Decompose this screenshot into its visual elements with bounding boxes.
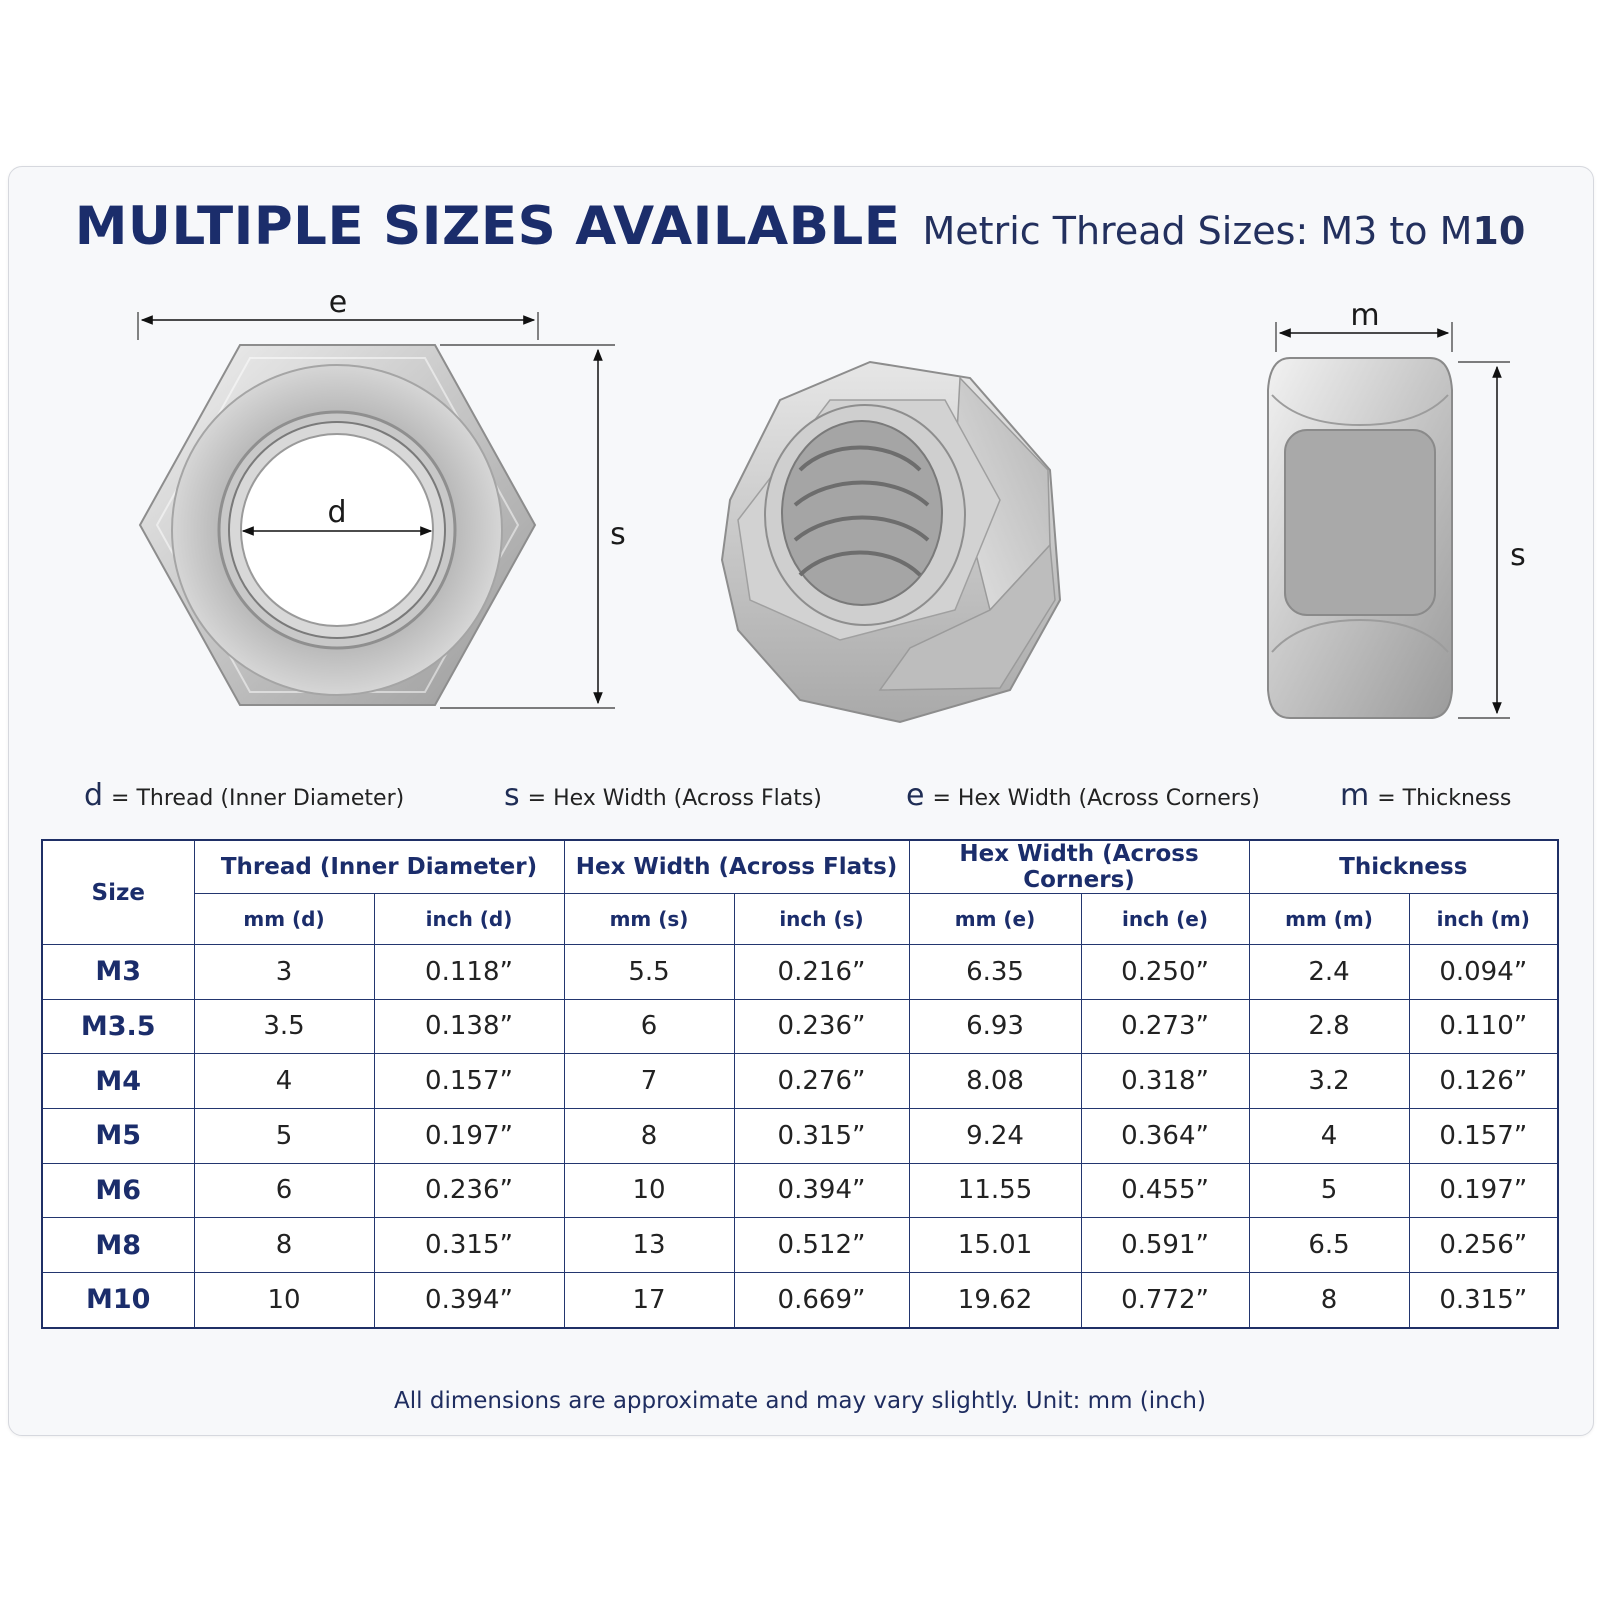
table-cell: 17: [564, 1272, 734, 1328]
legend-text: = Hex Width (Across Corners): [932, 786, 1260, 811]
group-header-across-flats: Hex Width (Across Flats): [564, 840, 909, 894]
subheader-mm-m: mm (m): [1249, 894, 1409, 945]
table-body: [42, 945, 1558, 1329]
table-cell: 5.5: [564, 945, 734, 1000]
subtitle-suffix: 10: [1472, 209, 1526, 253]
dim-label-d: d: [327, 495, 347, 530]
table-cell: 0.138”: [374, 999, 564, 1054]
legend-symbol: d: [84, 778, 104, 813]
group-header-thickness: Thickness: [1249, 840, 1558, 894]
table-cell: 10: [564, 1163, 734, 1218]
side-view-nut: [1268, 358, 1452, 718]
legend-item-d: [84, 778, 404, 813]
table-cell: 0.364”: [1081, 1108, 1249, 1163]
nut-diagrams: [0, 0, 1600, 780]
subheader-inch-d: inch (d): [374, 894, 564, 945]
table-cell: 4: [1249, 1108, 1409, 1163]
table-row: [42, 1218, 1558, 1273]
size-cell: M4: [42, 1054, 194, 1109]
table-cell: 0.250”: [1081, 945, 1249, 1000]
table-cell: 8: [564, 1108, 734, 1163]
table-cell: 3: [194, 945, 374, 1000]
table-row: [42, 1054, 1558, 1109]
table-cell: 3.5: [194, 999, 374, 1054]
group-header-thread: Thread (Inner Diameter): [194, 840, 564, 894]
dim-label-s-front: s: [610, 517, 626, 552]
size-table: [41, 839, 1559, 1329]
table-cell: 0.236”: [734, 999, 909, 1054]
table-row: [42, 1272, 1558, 1328]
table-cell: 0.669”: [734, 1272, 909, 1328]
table-cell: 8: [1249, 1272, 1409, 1328]
table-cell: 0.315”: [734, 1108, 909, 1163]
table-cell: 8: [194, 1218, 374, 1273]
table-cell: 0.772”: [1081, 1272, 1249, 1328]
subheader-mm-s: mm (s): [564, 894, 734, 945]
table-cell: 8.08: [909, 1054, 1081, 1109]
footer-note: All dimensions are approximate and may vary slightly. Unit: mm (inch): [394, 1388, 1206, 1414]
legend-item-e: [906, 778, 1260, 813]
table-row: [42, 945, 1558, 1000]
size-cell: M5: [42, 1108, 194, 1163]
dimension-m: [1276, 298, 1452, 352]
subheader-mm-e: mm (e): [909, 894, 1081, 945]
size-header: Size: [42, 840, 194, 945]
page-title: MULTIPLE SIZES AVAILABLE: [74, 196, 901, 257]
dim-label-m: m: [1350, 298, 1380, 333]
table-cell: 0.455”: [1081, 1163, 1249, 1218]
table-cell: 0.157”: [374, 1054, 564, 1109]
table-row: [42, 1163, 1558, 1218]
size-cell: M6: [42, 1163, 194, 1218]
table-cell: 0.236”: [374, 1163, 564, 1218]
subheader-inch-e: inch (e): [1081, 894, 1249, 945]
table-cell: 19.62: [909, 1272, 1081, 1328]
table-cell: 7: [564, 1054, 734, 1109]
table-cell: 0.591”: [1081, 1218, 1249, 1273]
table-cell: 6.5: [1249, 1218, 1409, 1273]
perspective-nut: [722, 362, 1060, 722]
dimension-e: [138, 285, 538, 340]
subtitle-prefix: Metric Thread Sizes: M3 to M: [922, 209, 1473, 253]
legend-symbol: e: [906, 778, 925, 813]
table-cell: 0.315”: [374, 1218, 564, 1273]
subheader-inch-m: inch (m): [1409, 894, 1558, 945]
group-header-across-corners: Hex Width (Across Corners): [909, 840, 1249, 894]
legend: [0, 778, 1600, 818]
dimension-s-side: [1458, 362, 1526, 718]
table-cell: 15.01: [909, 1218, 1081, 1273]
table-cell: 0.157”: [1409, 1108, 1558, 1163]
legend-item-m: [1340, 778, 1511, 813]
table-cell: 3.2: [1249, 1054, 1409, 1109]
table-cell: 0.318”: [1081, 1054, 1249, 1109]
table-cell: 0.512”: [734, 1218, 909, 1273]
table-cell: 6: [194, 1163, 374, 1218]
table-cell: 5: [1249, 1163, 1409, 1218]
table-cell: 0.197”: [1409, 1163, 1558, 1218]
dim-label-s-side: s: [1510, 538, 1526, 573]
table-cell: 0.273”: [1081, 999, 1249, 1054]
table-cell: 6: [564, 999, 734, 1054]
table-cell: 6.35: [909, 945, 1081, 1000]
table-cell: 0.394”: [734, 1163, 909, 1218]
subheader-inch-s: inch (s): [734, 894, 909, 945]
table-cell: 11.55: [909, 1163, 1081, 1218]
legend-symbol: s: [504, 778, 520, 813]
table-cell: 13: [564, 1218, 734, 1273]
table-cell: 2.8: [1249, 999, 1409, 1054]
size-cell: M10: [42, 1272, 194, 1328]
dim-label-e: e: [328, 285, 348, 320]
table-cell: 10: [194, 1272, 374, 1328]
table-cell: 0.110”: [1409, 999, 1558, 1054]
legend-text: = Thickness: [1377, 786, 1512, 811]
table-cell: 0.394”: [374, 1272, 564, 1328]
table-row: [42, 999, 1558, 1054]
table-cell: 4: [194, 1054, 374, 1109]
legend-item-s: [504, 778, 822, 813]
table-cell: 0.256”: [1409, 1218, 1558, 1273]
subheader-mm-d: mm (d): [194, 894, 374, 945]
table-cell: 6.93: [909, 999, 1081, 1054]
legend-symbol: m: [1340, 778, 1370, 813]
legend-text: = Hex Width (Across Flats): [527, 786, 822, 811]
size-cell: M3: [42, 945, 194, 1000]
table-cell: 0.094”: [1409, 945, 1558, 1000]
table-cell: 2.4: [1249, 945, 1409, 1000]
size-cell: M3.5: [42, 999, 194, 1054]
legend-text: = Thread (Inner Diameter): [111, 786, 405, 811]
table-cell: 5: [194, 1108, 374, 1163]
table-row: [42, 1108, 1558, 1163]
table-cell: 0.126”: [1409, 1054, 1558, 1109]
table-cell: 0.276”: [734, 1054, 909, 1109]
size-cell: M8: [42, 1218, 194, 1273]
table-cell: 0.216”: [734, 945, 909, 1000]
table-cell: 9.24: [909, 1108, 1081, 1163]
table-cell: 0.315”: [1409, 1272, 1558, 1328]
table-cell: 0.118”: [374, 945, 564, 1000]
table-cell: 0.197”: [374, 1108, 564, 1163]
